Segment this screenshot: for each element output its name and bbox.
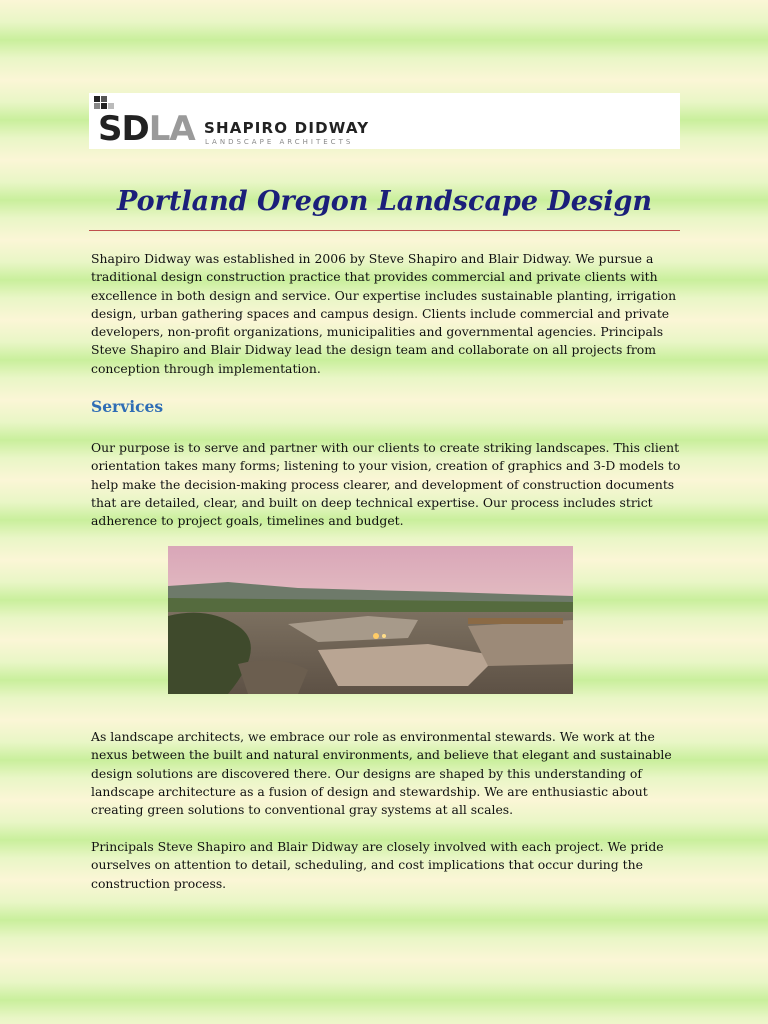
- landscape-photo: [168, 546, 573, 694]
- intro-paragraph: Shapiro Didway was established in 2006 by Steve Shapiro and Blair Didway. We pursue a traditional design construction practice that provides commercial and private clients with excellence in both design and service. Our expertise includes sustainable planting, irrigation design, urban gathering spaces and campus design. Clients include commercial and private developers, non-profit organizations, municipalities and governmental agencies. Principals Steve Shapiro and Blair Didway lead the design team and collaborate on all projects from conception through implementation.: [91, 251, 677, 376]
- principals-paragraph: Principals Steve Shapiro and Blair Didway are closely involved with each project. We pride ourselves on attention to detail, scheduling, and cost implications that occur during the construction process.: [91, 839, 664, 891]
- company-subtitle: LANDSCAPE ARCHITECTS: [205, 138, 354, 146]
- header-logo-banner: [89, 93, 680, 149]
- page-title: Portland Oregon Landscape Design: [117, 186, 652, 217]
- title-divider: [89, 230, 680, 231]
- sdla-logo: [94, 96, 204, 149]
- services-heading: Services: [91, 397, 164, 416]
- stewardship-paragraph: As landscape architects, we embrace our role as environmental stewards. We work at the nexus between the built and natural environments, and believe that elegant and sustainable design solutions are discovered there. Our designs are shaped by this understanding of landscape architecture as a fusion of design and stewardship. We are enthusiastic about creating green solutions to conventional gray systems at all scales.: [91, 729, 672, 818]
- company-name: SHAPIRO DIDWAY: [204, 119, 370, 137]
- logo-letters: SDLA: [98, 109, 195, 149]
- services-paragraph: Our purpose is to serve and partner with our clients to create striking landscapes. This client orientation takes many forms; listening to your vision, creation of graphics and 3-D models to help make the decision-making process clearer, and development of construction documents that are detailed, clear, and built on deep technical expertise. Our process includes strict adherence to project goals, timelines and budget.: [91, 440, 681, 529]
